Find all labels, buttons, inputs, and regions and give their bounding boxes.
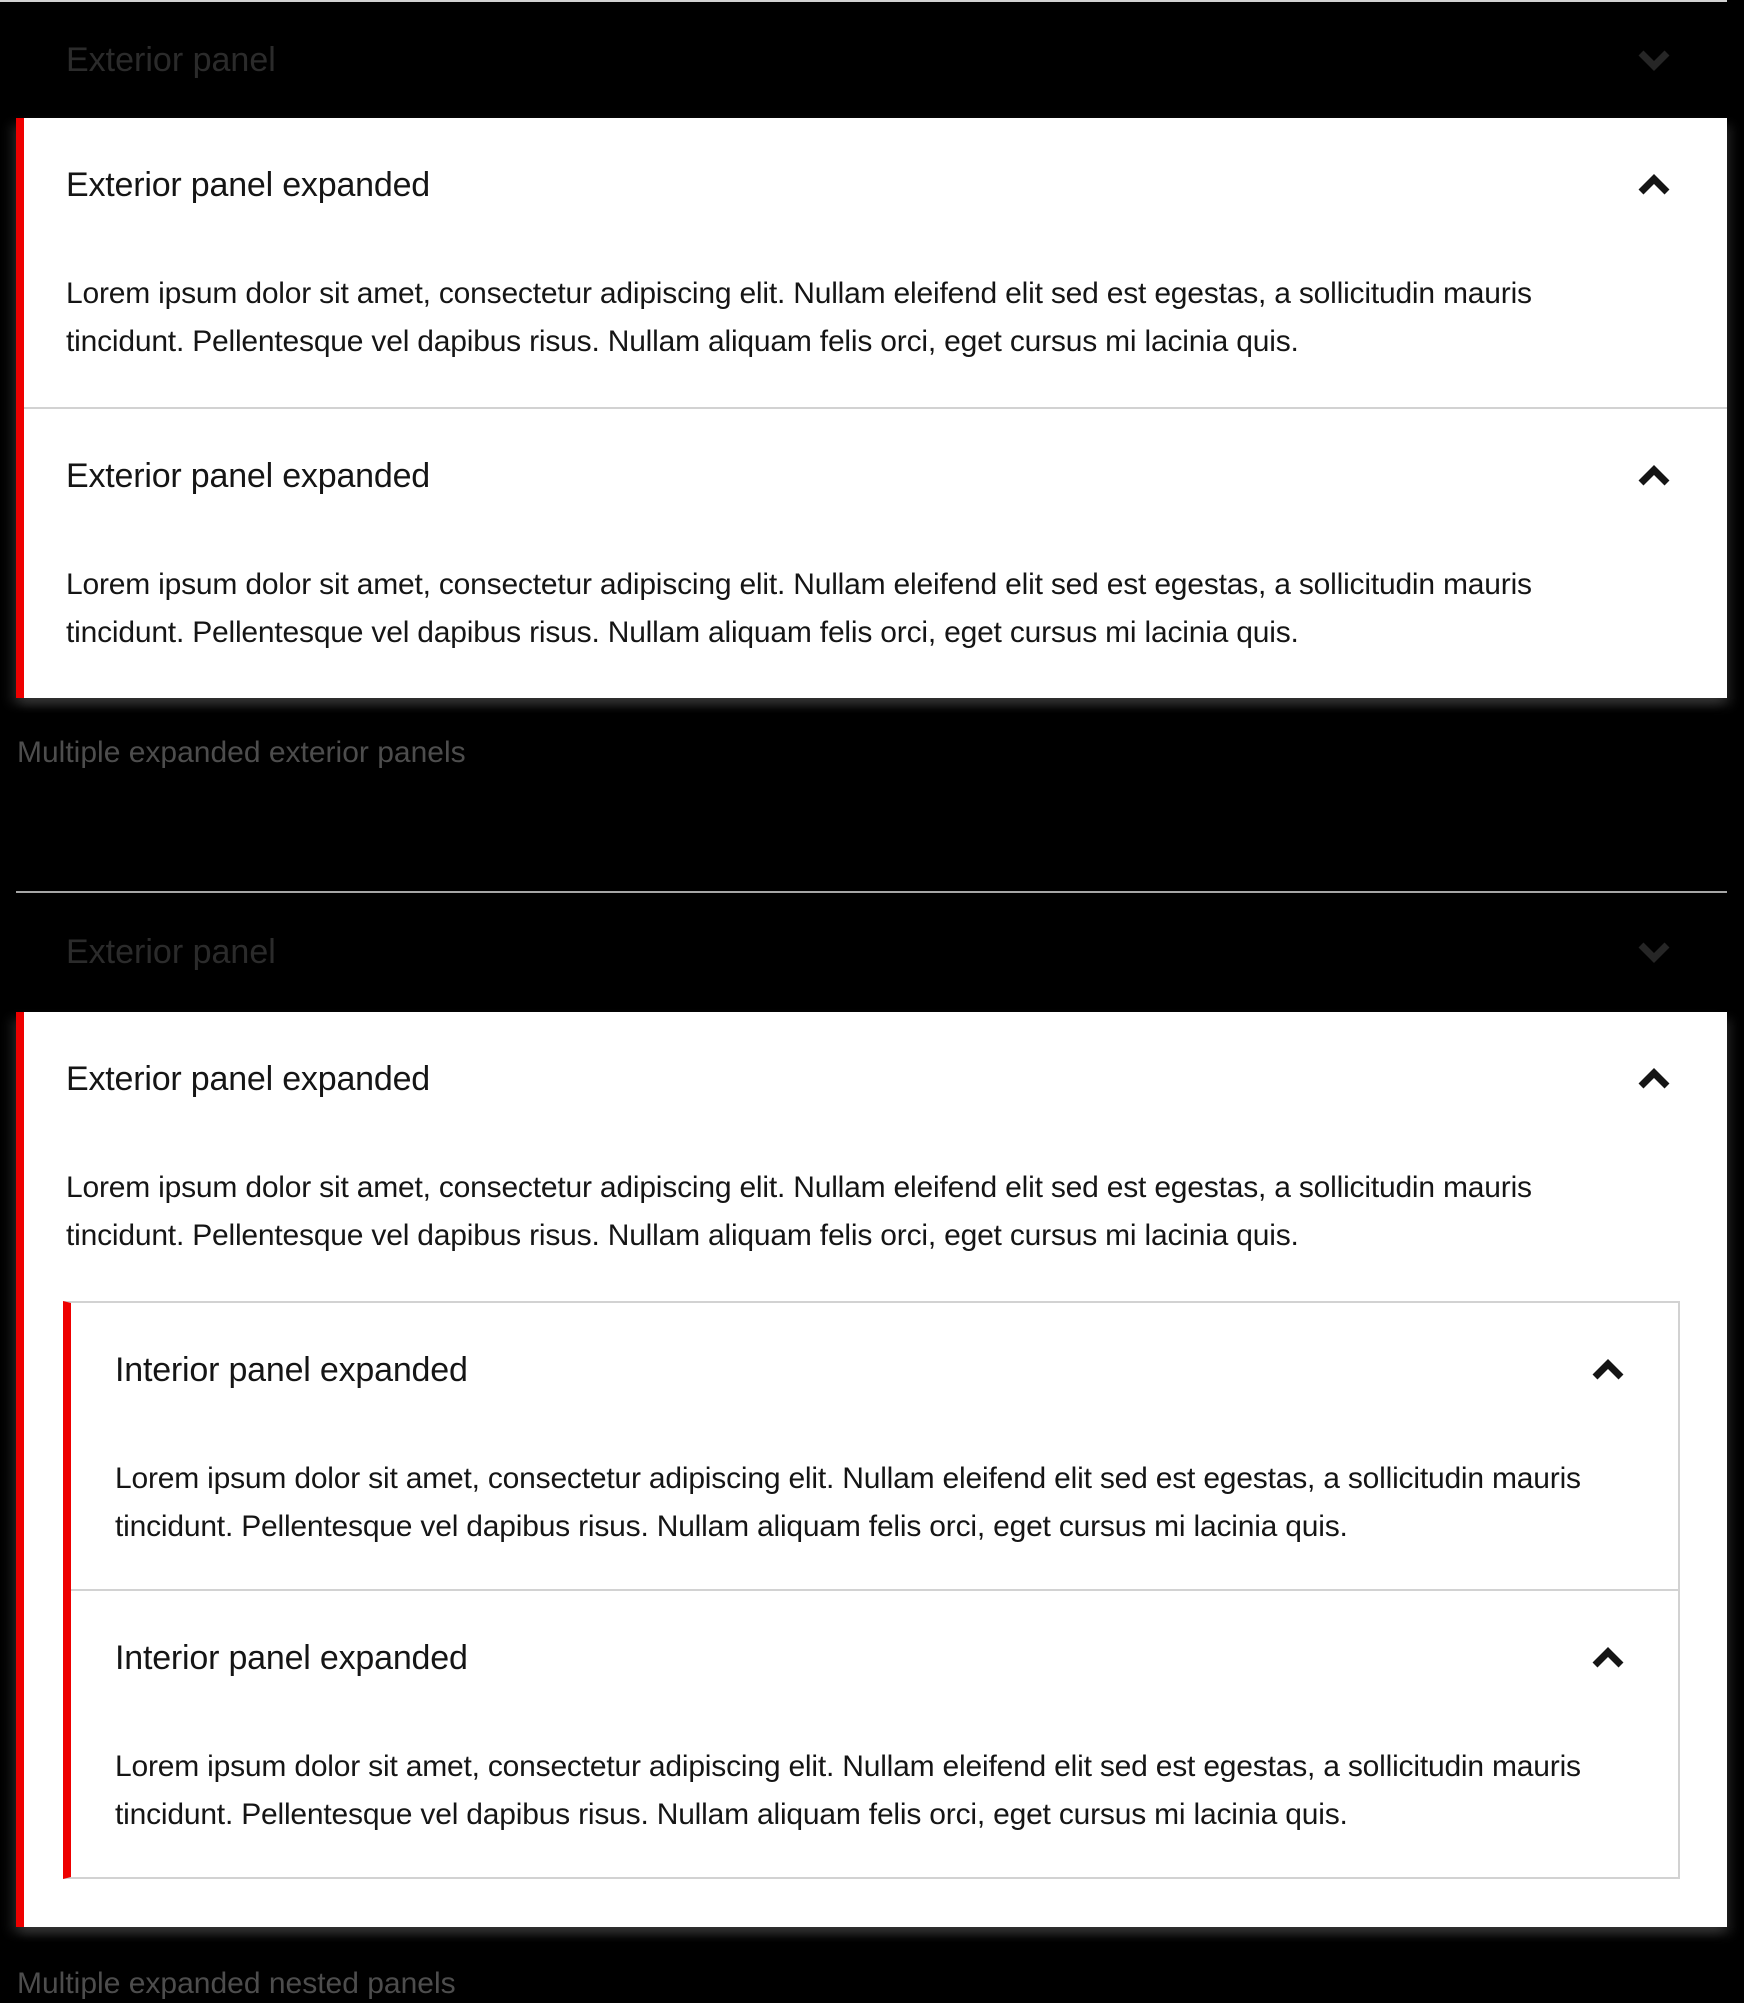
panel-title: Exterior panel expanded (66, 1060, 430, 1098)
exterior-panel-group (16, 118, 1727, 698)
panel-title: Interior panel expanded (115, 1351, 468, 1389)
exterior-panel-collapsed-toggle-1[interactable] (0, 2, 1744, 118)
panel-title: Interior panel expanded (115, 1639, 468, 1677)
example-caption: Multiple expanded nested panels (17, 1967, 456, 2000)
panel-body-text: Lorem ipsum dolor sit amet, consectetur adipiscing elit. Nullam eleifend elit sed est egestas, a sollicitudin mauris tincidunt. Pellentesque vel dapibus risus. Nullam aliquam felis orci, eget cursus mi lacinia quis. (66, 568, 1532, 649)
exterior-panel-collapsed-label: Exterior panel (66, 933, 276, 971)
exterior-panel-toggle-2[interactable] (24, 409, 1727, 497)
chevron-up-icon (1637, 455, 1671, 492)
interior-expanded-panel-2 (71, 1589, 1678, 1877)
panel-bottom-padding (24, 1879, 1727, 1927)
interior-panel-group (63, 1301, 1680, 1879)
panel-body-text: Lorem ipsum dolor sit amet, consectetur adipiscing elit. Nullam eleifend elit sed est egestas, a sollicitudin mauris tincidunt. Pellentesque vel dapibus risus. Nullam aliquam felis orci, eget cursus mi lacinia quis. (115, 1750, 1581, 1831)
exterior-expanded-panel-nested (24, 1012, 1727, 1927)
interior-panel-toggle-2[interactable] (71, 1591, 1678, 1679)
chevron-up-icon (1591, 1349, 1625, 1386)
interior-expanded-panel-1 (71, 1303, 1678, 1589)
exterior-panel-toggle-nested[interactable] (24, 1012, 1727, 1100)
panel-title: Exterior panel expanded (66, 166, 430, 204)
exterior-panel-toggle-1[interactable] (24, 118, 1727, 206)
exterior-panel-collapsed-label: Exterior panel (66, 40, 276, 79)
exterior-expanded-panel-2 (24, 407, 1727, 698)
interior-panel-toggle-1[interactable] (71, 1303, 1678, 1391)
nested-panel-group (16, 1012, 1727, 1927)
chevron-up-icon (1591, 1637, 1625, 1674)
chevron-up-icon (1637, 1058, 1671, 1095)
example-caption: Multiple expanded exterior panels (17, 736, 466, 769)
chevron-down-icon (1637, 41, 1671, 80)
panel-body-text: Lorem ipsum dolor sit amet, consectetur adipiscing elit. Nullam eleifend elit sed est egestas, a sollicitudin mauris tincidunt. Pellentesque vel dapibus risus. Nullam aliquam felis orci, eget cursus mi lacinia quis. (66, 1171, 1532, 1252)
panel-body-text: Lorem ipsum dolor sit amet, consectetur adipiscing elit. Nullam eleifend elit sed est egestas, a sollicitudin mauris tincidunt. Pellentesque vel dapibus risus. Nullam aliquam felis orci, eget cursus mi lacinia quis. (66, 277, 1532, 358)
chevron-down-icon (1637, 933, 1671, 972)
exterior-expanded-panel-1 (24, 118, 1727, 407)
panel-body-text: Lorem ipsum dolor sit amet, consectetur adipiscing elit. Nullam eleifend elit sed est egestas, a sollicitudin mauris tincidunt. Pellentesque vel dapibus risus. Nullam aliquam felis orci, eget cursus mi lacinia quis. (115, 1462, 1581, 1543)
exterior-panel-collapsed-toggle-2[interactable] (0, 893, 1744, 1012)
chevron-up-icon (1637, 164, 1671, 201)
panel-title: Exterior panel expanded (66, 457, 430, 495)
